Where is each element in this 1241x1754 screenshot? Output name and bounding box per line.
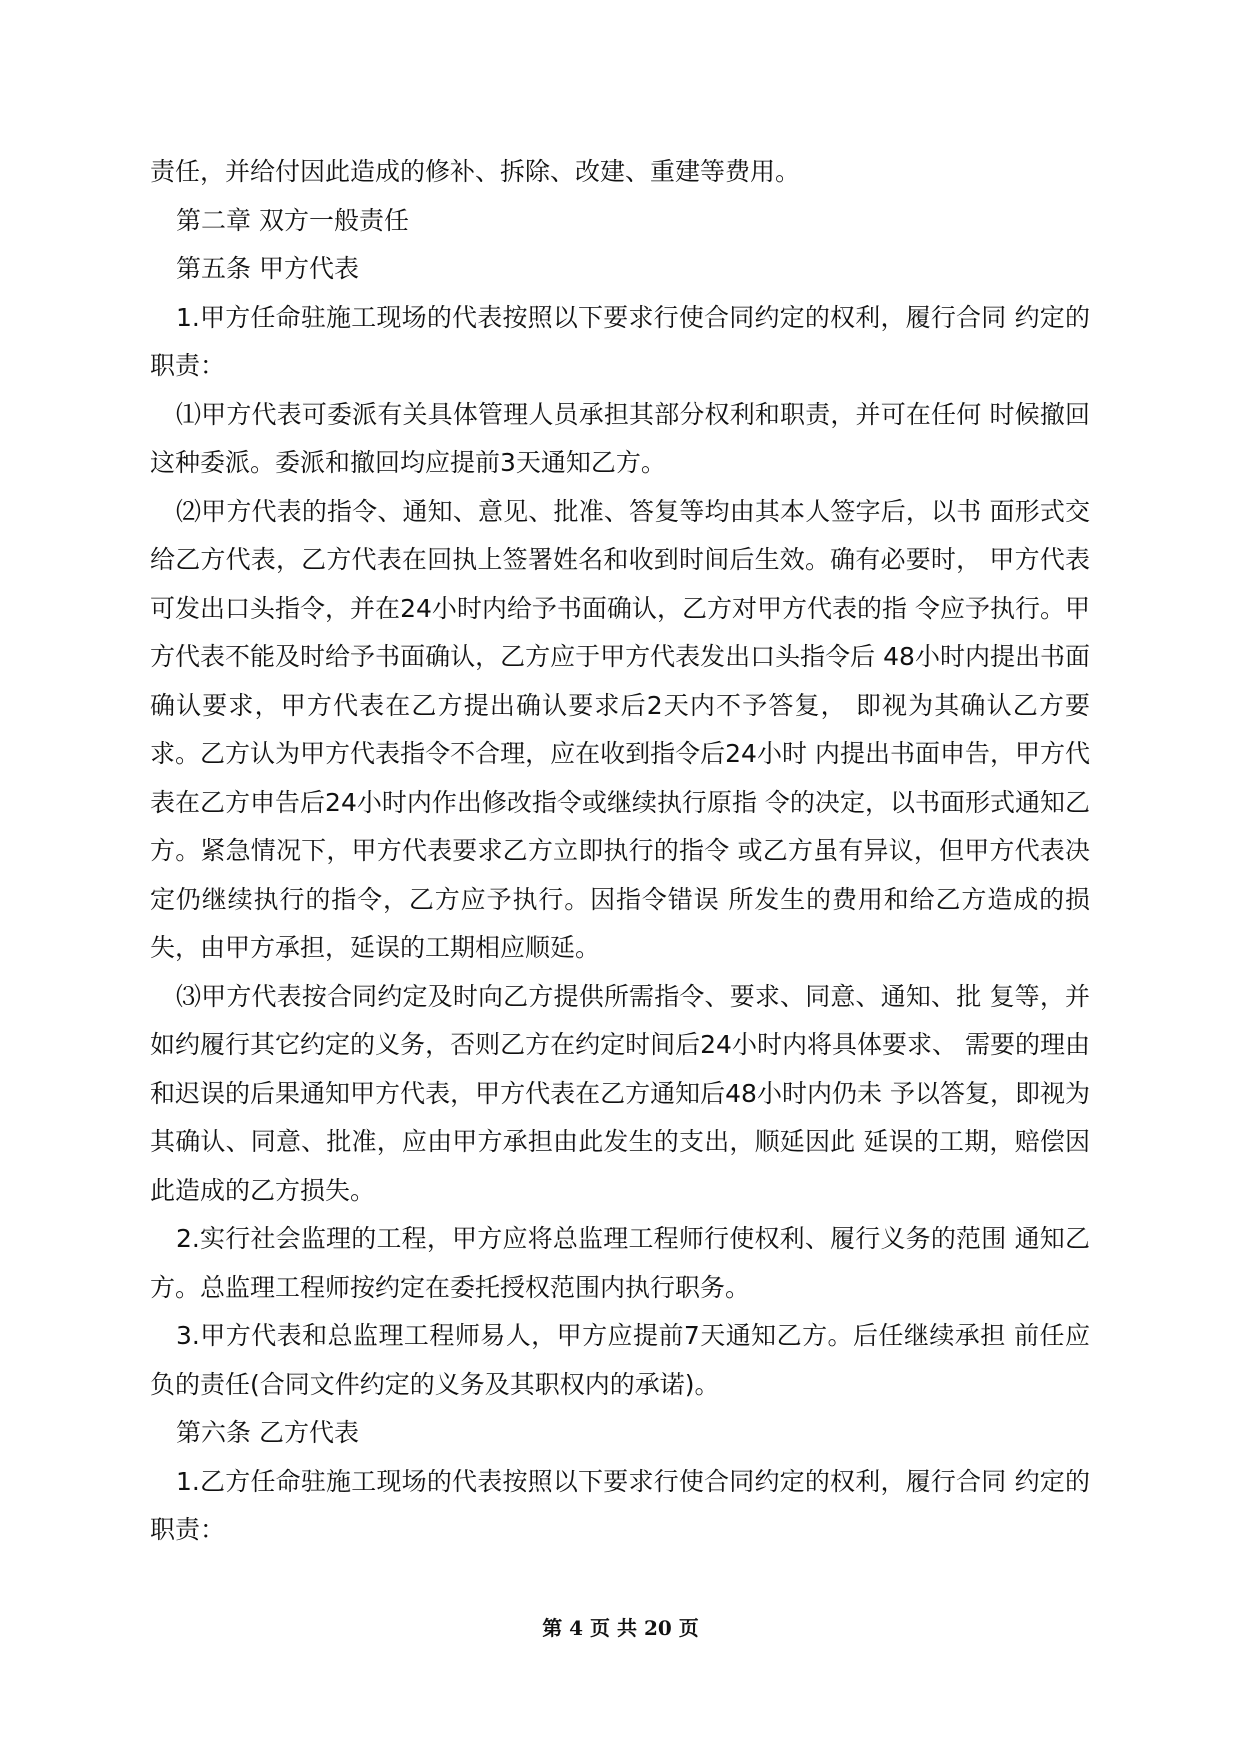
paragraph: 1.甲方任命驻施工现场的代表按照以下要求行使合同约定的权利，履行合同 约定的职责： — [150, 302, 1090, 380]
article-heading: 第五条 甲方代表 — [176, 254, 359, 283]
paragraph: ⑶甲方代表按合同约定及时向乙方提供所需指令、要求、同意、通知、批 复等，并如约履行其它约定的义务，否则乙方在约定时间后24小时内将具体要求、 需要的理由和迟误的后果通知甲方代表，甲方代表在乙方通知后48小时内仍未 予以答复，即视为其确认、同意、批准，应由甲方承担由此发生的支出，顺延因此 延误的工期，赔偿因此造成的乙方损失。 — [150, 981, 1090, 1205]
paragraph: 3.甲方代表和总监理工程师易人，甲方应提前7天通知乙方。后任继续承担 前任应负的责任(合同文件约定的义务及其职权内的承诺)。 — [150, 1321, 1090, 1399]
paragraph: 2.实行社会监理的工程，甲方应将总监理工程师行使权利、履行义务的范围 通知乙方。总监理工程师按约定在委托授权范围内执行职务。 — [150, 1224, 1090, 1302]
paragraph: ⑵甲方代表的指令、通知、意见、批准、答复等均由其本人签字后，以书 面形式交给乙方代表，乙方代表在回执上签署姓名和收到时间后生效。确有必要时， 甲方代表可发出口头指令，并在24小时内给予书面确认，乙方对甲方代表的指 令应予执行。甲方代表不能及时给予书面确认，乙方应于甲方代表发出口头指令后 48小时内提出书面确认要求，甲方代表在乙方提出确认要求后2天内不予答复， 即视为其确认乙方要求。乙方认为甲方代表指令不合理，应在收到指令后24小时 内提出书面申告，甲方代表在乙方申告后24小时内作出修改指令或继续执行原指 令的决定，以书面形式通知乙方。紧急情况下，甲方代表要求乙方立即执行的指令 或乙方虽有异议，但甲方代表决定仍继续执行的指令，乙方应予执行。因指令错误 所发生的费用和给乙方造成的损失，由甲方承担，延误的工期相应顺延。 — [150, 496, 1090, 962]
document-body — [150, 148, 1090, 1555]
paragraph-continuation: 责任，并给付因此造成的修补、拆除、改建、重建等费用。 — [150, 157, 801, 186]
article-heading: 第六条 乙方代表 — [176, 1418, 359, 1447]
page-number-footer: 第 4 页 共 20 页 — [542, 1616, 699, 1640]
paragraph: ⑴甲方代表可委派有关具体管理人员承担其部分权利和职责，并可在任何 时候撤回这种委派。委派和撤回均应提前3天通知乙方。 — [150, 399, 1090, 477]
paragraph: 1.乙方任命驻施工现场的代表按照以下要求行使合同约定的权利，履行合同 约定的职责： — [150, 1466, 1090, 1544]
chapter-heading: 第二章 双方一般责任 — [176, 205, 409, 235]
